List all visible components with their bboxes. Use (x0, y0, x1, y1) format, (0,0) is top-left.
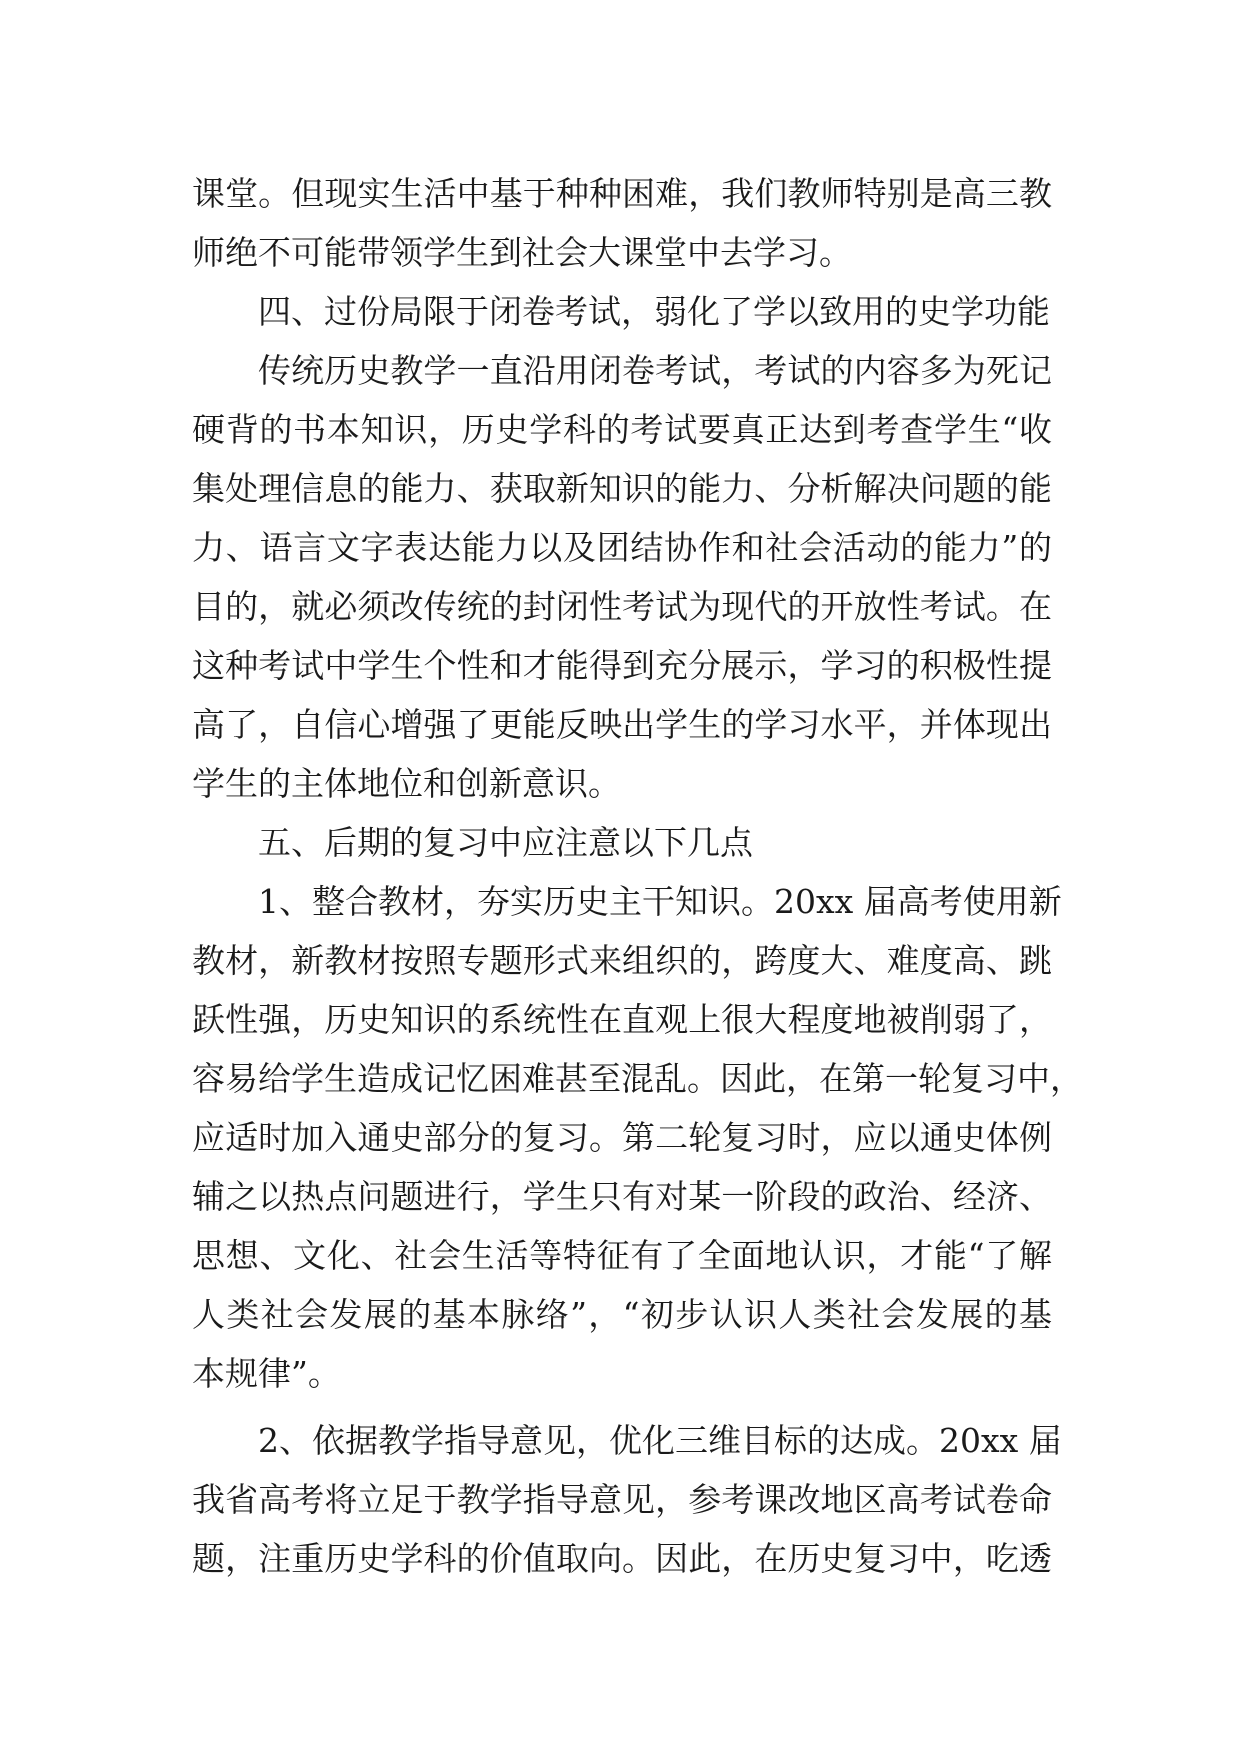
text-line: 2、依据教学指导意见，优化三维目标的达成。20xx 届 (258, 1421, 1062, 1460)
text-line: 我省高考将立足于教学指导意见，参考课改地区高考试卷命 (192, 1480, 1052, 1519)
text-line: 这种考试中学生个性和才能得到充分展示，学习的积极性提 (192, 646, 1052, 685)
text-line: 容易给学生造成记忆困难甚至混乱。因此，在第一轮复习中， (192, 1059, 1083, 1098)
text-line: 学生的主体地位和创新意识。 (192, 764, 621, 803)
paragraph-spacer (192, 1403, 1052, 1411)
text-line: 传统历史教学一直沿用闭卷考试，考试的内容多为死记 (258, 351, 1052, 390)
section-heading-4 (192, 282, 1052, 341)
text-line: 课堂。但现实生活中基于种种困难，我们教师特别是高三教 (192, 174, 1052, 213)
document-page (192, 164, 1083, 1588)
text-line: 师绝不可能带领学生到社会大课堂中去学习。 (192, 233, 852, 272)
text-line: 力、语言文字表达能力以及团结协作和社会活动的能力”的 (192, 528, 1052, 567)
heading-line: 四、过份局限于闭卷考试，弱化了学以致用的史学功能 (258, 292, 1050, 331)
paragraph-p1 (192, 164, 1052, 282)
text-line: 题，注重历史学科的价值取向。因此，在历史复习中，吃透 (192, 1539, 1052, 1578)
text-line: 本规律”。 (192, 1354, 341, 1393)
text-line: 应适时加入通史部分的复习。第二轮复习时，应以通史体例 (192, 1118, 1052, 1157)
paragraph-p3 (192, 872, 1083, 1403)
text-line: 集处理信息的能力、获取新知识的能力、分析解决问题的能 (192, 469, 1052, 508)
text-line: 辅之以热点问题进行，学生只有对某一阶段的政治、经济、 (192, 1177, 1052, 1216)
text-line: 思想、文化、社会生活等特征有了全面地认识，才能“了解 (192, 1236, 1052, 1275)
heading-line: 五、后期的复习中应注意以下几点 (258, 823, 753, 862)
text-line: 目的，就必须改传统的封闭性考试为现代的开放性考试。在 (192, 587, 1052, 626)
paragraph-p2 (192, 341, 1052, 813)
text-line: 1、整合教材，夯实历史主干知识。20xx 届高考使用新 (258, 882, 1062, 921)
text-line: 硬背的书本知识，历史学科的考试要真正达到考查学生“收 (192, 410, 1052, 449)
text-line: 跃性强，历史知识的系统性在直观上很大程度地被削弱了， (192, 1000, 1052, 1039)
paragraph-p4 (192, 1411, 1062, 1588)
text-line: 人类社会发展的基本脉络”，“初步认识人类社会发展的基 (192, 1295, 1052, 1334)
text-line: 教材，新教材按照专题形式来组织的，跨度大、难度高、跳 (192, 941, 1052, 980)
text-line: 高了，自信心增强了更能反映出学生的学习水平，并体现出 (192, 705, 1052, 744)
section-heading-5 (192, 813, 1052, 872)
